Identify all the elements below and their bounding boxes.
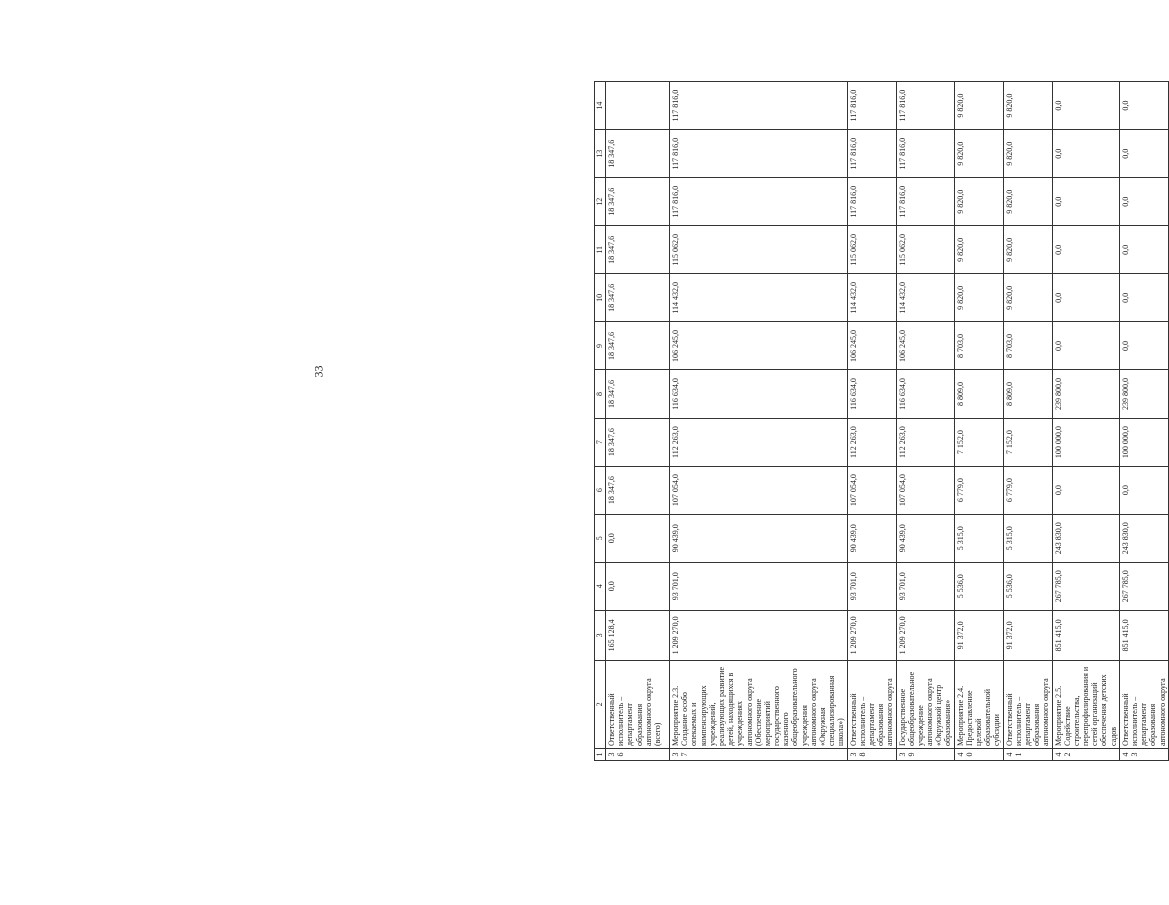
value-cell: 0,0 (606, 562, 670, 610)
value-cell: 9 820,0 (954, 178, 1003, 226)
value-cell: 116 634,0 (896, 370, 954, 418)
row-name: Ответственный исполнитель – департамент образования автономного округа (всего) (606, 660, 670, 748)
column-number: 8 (595, 370, 606, 418)
value-cell: 1 209 270,0 (896, 610, 954, 660)
table-row (606, 82, 670, 761)
column-number: 5 (595, 514, 606, 562)
row-number: 37 (670, 748, 848, 760)
value-cell: 112 263,0 (847, 418, 896, 466)
value-cell: 5 315,0 (954, 514, 1003, 562)
row-number: 43 (1119, 748, 1168, 760)
value-cell: 117 816,0 (847, 130, 896, 178)
column-number: 11 (595, 226, 606, 274)
value-cell: 90 439,0 (896, 514, 954, 562)
value-cell: 1 209 270,0 (670, 610, 848, 660)
value-cell: 18 347,6 (606, 466, 670, 514)
value-cell: 116 634,0 (670, 370, 848, 418)
table-body (595, 82, 1169, 761)
value-cell: 18 347,6 (606, 274, 670, 322)
value-cell: 0,0 (1052, 178, 1119, 226)
value-cell: 116 634,0 (847, 370, 896, 418)
value-cell: 851 415,0 (1119, 610, 1168, 660)
value-cell: 9 820,0 (1003, 82, 1052, 130)
value-cell: 90 439,0 (670, 514, 848, 562)
value-cell: 9 820,0 (954, 82, 1003, 130)
value-cell: 18 347,6 (606, 370, 670, 418)
value-cell: 106 245,0 (670, 322, 848, 370)
value-cell: 93 701,0 (847, 562, 896, 610)
value-cell: 9 820,0 (954, 274, 1003, 322)
value-cell: 117 816,0 (670, 178, 848, 226)
column-number: 12 (595, 178, 606, 226)
value-cell: 0,0 (1119, 178, 1168, 226)
value-cell: 106 245,0 (896, 322, 954, 370)
value-cell: 0,0 (1052, 130, 1119, 178)
table-row (954, 82, 1003, 761)
value-cell: 5 536,0 (954, 562, 1003, 610)
row-number: 42 (1052, 748, 1119, 760)
table-row (1052, 82, 1119, 761)
value-cell: 112 263,0 (896, 418, 954, 466)
value-cell: 6 779,0 (954, 466, 1003, 514)
value-cell: 91 372,0 (1003, 610, 1052, 660)
value-cell: 9 820,0 (1003, 226, 1052, 274)
value-cell: 7 152,0 (1003, 418, 1052, 466)
value-cell: 8 809,0 (954, 370, 1003, 418)
value-cell: 5 536,0 (1003, 562, 1052, 610)
value-cell: 107 054,0 (847, 466, 896, 514)
value-cell: 18 347,6 (606, 226, 670, 274)
value-cell: 0,0 (1052, 466, 1119, 514)
value-cell: 239 800,0 (1052, 370, 1119, 418)
value-cell: 0,0 (1052, 226, 1119, 274)
rotated-table-container (594, 81, 1167, 761)
table-row (1003, 82, 1052, 761)
value-cell: 117 816,0 (670, 82, 848, 130)
value-cell: 5 315,0 (1003, 514, 1052, 562)
column-number: 3 (595, 610, 606, 660)
value-cell: 114 432,0 (847, 274, 896, 322)
value-cell: 243 830,0 (1052, 514, 1119, 562)
value-cell: 165 128,4 (606, 610, 670, 660)
value-cell: 18 347,6 (606, 178, 670, 226)
value-cell: 93 701,0 (896, 562, 954, 610)
value-cell: 8 809,0 (1003, 370, 1052, 418)
row-name: Мероприятие 2.5. Содействие строительства, перепрофилирования и сетей организаций обеспечения детских садов (1052, 660, 1119, 748)
value-cell: 0,0 (1119, 466, 1168, 514)
value-cell: 0,0 (1119, 274, 1168, 322)
value-cell: 93 701,0 (670, 562, 848, 610)
value-cell: 0,0 (606, 514, 670, 562)
value-cell: 9 820,0 (954, 226, 1003, 274)
value-cell: 106 245,0 (847, 322, 896, 370)
column-number: 6 (595, 466, 606, 514)
value-cell: 114 432,0 (670, 274, 848, 322)
row-number: 39 (896, 748, 954, 760)
column-number: 1 (595, 748, 606, 760)
column-number: 10 (595, 274, 606, 322)
row-number: 40 (954, 748, 1003, 760)
value-cell: 267 785,0 (1119, 562, 1168, 610)
value-cell: 100 000,0 (1052, 418, 1119, 466)
value-cell: 0,0 (1119, 82, 1168, 130)
page-number: 33 (311, 365, 326, 378)
value-cell (606, 82, 670, 130)
value-cell: 243 830,0 (1119, 514, 1168, 562)
row-number: 36 (606, 748, 670, 760)
value-cell: 267 785,0 (1052, 562, 1119, 610)
value-cell: 9 820,0 (1003, 130, 1052, 178)
column-number: 4 (595, 562, 606, 610)
value-cell: 18 347,6 (606, 322, 670, 370)
value-cell: 0,0 (1119, 130, 1168, 178)
value-cell: 239 800,0 (1119, 370, 1168, 418)
value-cell: 90 439,0 (847, 514, 896, 562)
row-name: Ответственный исполнитель – департамент образования автономного округа (1119, 660, 1168, 748)
value-cell: 100 000,0 (1119, 418, 1168, 466)
value-cell: 1 209 270,0 (847, 610, 896, 660)
value-cell: 107 054,0 (670, 466, 848, 514)
value-cell: 115 062,0 (670, 226, 848, 274)
value-cell: 8 703,0 (1003, 322, 1052, 370)
value-cell: 8 703,0 (954, 322, 1003, 370)
table-row (670, 82, 848, 761)
value-cell: 9 820,0 (954, 130, 1003, 178)
value-cell: 18 347,6 (606, 418, 670, 466)
value-cell: 851 415,0 (1052, 610, 1119, 660)
row-name: Ответственный исполнитель – департамент образования автономного округа (1003, 660, 1052, 748)
value-cell: 9 820,0 (1003, 274, 1052, 322)
row-number: 38 (847, 748, 896, 760)
table-row (896, 82, 954, 761)
value-cell: 0,0 (1119, 226, 1168, 274)
value-cell: 112 263,0 (670, 418, 848, 466)
value-cell: 115 062,0 (896, 226, 954, 274)
value-cell: 117 816,0 (847, 82, 896, 130)
value-cell: 117 816,0 (896, 130, 954, 178)
table-row (847, 82, 896, 761)
value-cell: 9 820,0 (1003, 178, 1052, 226)
value-cell: 117 816,0 (670, 130, 848, 178)
value-cell: 117 816,0 (847, 178, 896, 226)
column-number: 14 (595, 82, 606, 130)
value-cell: 6 779,0 (1003, 466, 1052, 514)
row-number: 41 (1003, 748, 1052, 760)
value-cell: 7 152,0 (954, 418, 1003, 466)
value-cell: 117 816,0 (896, 82, 954, 130)
table-row (1119, 82, 1168, 761)
row-name: Мероприятие 2.3. Создание особо опекаемых и компенсирующих учреждений, реализующих развитие детей, находящихся в учреждениях автономного округа (Обеспечение мероприятий государственного казенного общеобразовательного учреждения автономного округа «Окружная специализированная школа») (670, 660, 848, 748)
column-number: 2 (595, 660, 606, 748)
budget-table (594, 81, 1169, 761)
value-cell: 91 372,0 (954, 610, 1003, 660)
column-number: 7 (595, 418, 606, 466)
value-cell: 0,0 (1119, 322, 1168, 370)
value-cell: 0,0 (1052, 274, 1119, 322)
value-cell: 117 816,0 (896, 178, 954, 226)
column-number: 9 (595, 322, 606, 370)
value-cell: 0,0 (1052, 322, 1119, 370)
value-cell: 107 054,0 (896, 466, 954, 514)
row-name: Мероприятие 2.4. Предоставление целевой образовательной субсидии (954, 660, 1003, 748)
row-name: Ответственный исполнитель – департамент образования автономного округа (847, 660, 896, 748)
value-cell: 115 062,0 (847, 226, 896, 274)
value-cell: 114 432,0 (896, 274, 954, 322)
row-name: Государственное общеобразовательное учреждение автономного округа «Окружной центр образования» (896, 660, 954, 748)
value-cell: 0,0 (1052, 82, 1119, 130)
column-number-row (595, 82, 606, 761)
column-number: 13 (595, 130, 606, 178)
value-cell: 18 347,6 (606, 130, 670, 178)
